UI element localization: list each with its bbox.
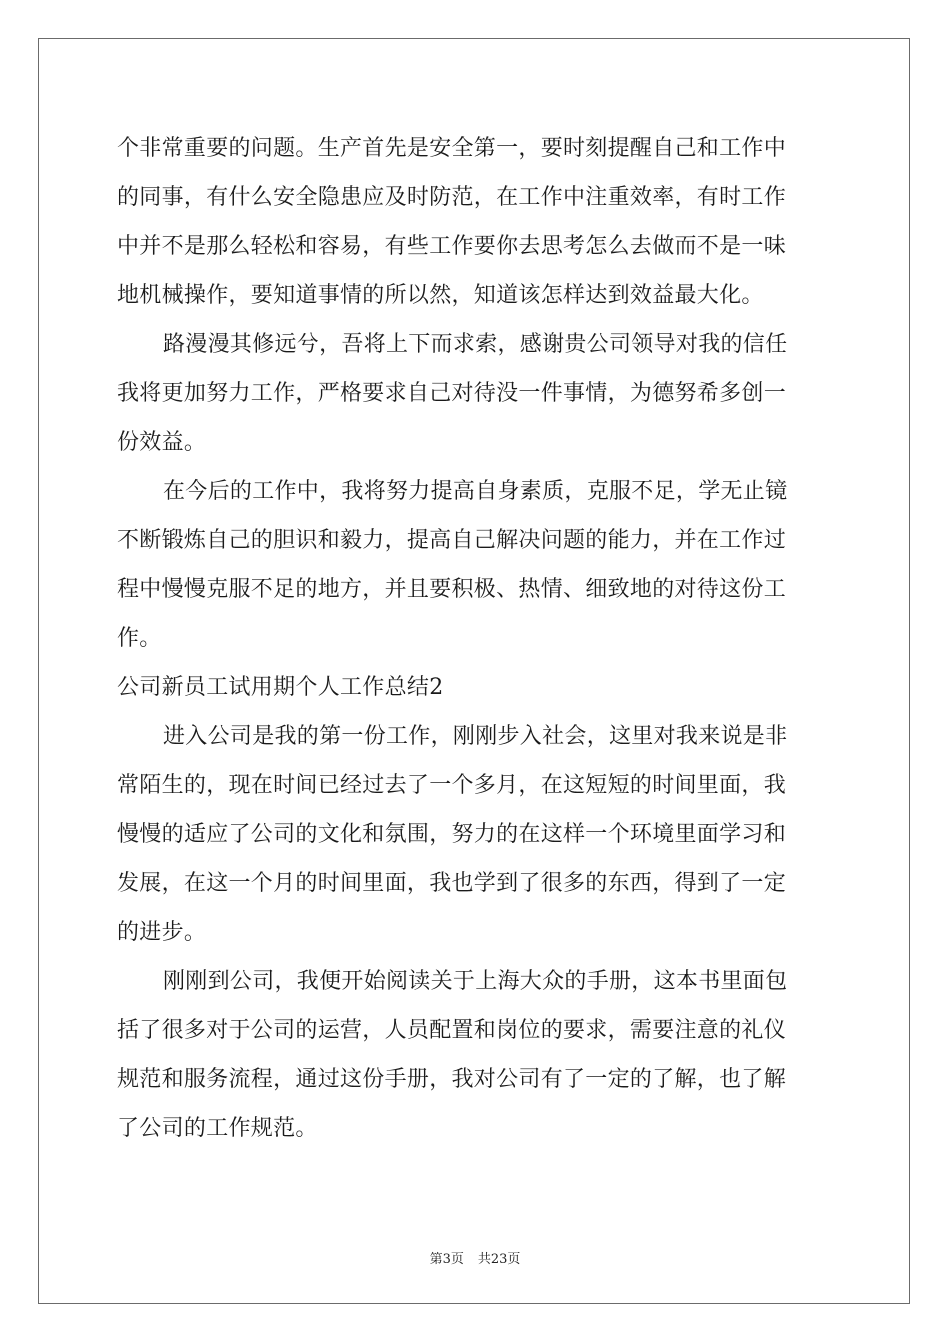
- text-line: 在今后的工作中，我将努力提高自身素质，克服不足，学无止镜: [163, 479, 788, 504]
- text-line: 作。: [117, 626, 162, 651]
- text-line: 份效益。: [117, 430, 207, 455]
- text-line: 地机械操作，要知道事情的所以然，知道该怎样达到效益最大化。: [117, 283, 764, 308]
- text-line: 的同事，有什么安全隐患应及时防范，在工作中注重效率，有时工作: [117, 185, 787, 210]
- text-line: 程中慢慢克服不足的地方，并且要积极、热情、细致地的对待这份工: [117, 577, 787, 602]
- text-line: 我将更加努力工作，严格要求自己对待没一件事情，为德努希多创一: [117, 381, 787, 406]
- text-line: 常陌生的，现在时间已经过去了一个多月，在这短短的时间里面，我: [117, 773, 787, 798]
- text-line: 中并不是那么轻松和容易，有些工作要你去思考怎么去做而不是一味: [117, 234, 787, 259]
- text-line: 的进步。: [117, 920, 207, 945]
- text-line: 进入公司是我的第一份工作，刚刚步入社会，这里对我来说是非: [163, 724, 788, 749]
- text-line: 个非常重要的问题。生产首先是安全第一，要时刻提醒自己和工作中: [117, 136, 787, 161]
- page-footer: [0, 1248, 950, 1267]
- text-line: 刚刚到公司，我便开始阅读关于上海大众的手册，这本书里面包: [163, 969, 788, 994]
- text-line: 公司新员工试用期个人工作总结2: [117, 675, 444, 700]
- text-line: 括了很多对于公司的运营，人员配置和岗位的要求，需要注意的礼仪: [117, 1018, 787, 1043]
- document-body: [117, 124, 833, 1153]
- current-page-label: 第3页: [429, 1252, 464, 1267]
- text-line: 路漫漫其修远兮，吾将上下而求索，感谢贵公司领导对我的信任: [163, 332, 788, 357]
- text-line: 了公司的工作规范。: [117, 1116, 318, 1141]
- text-line: 不断锻炼自己的胆识和毅力，提高自己解决问题的能力，并在工作过: [117, 528, 787, 553]
- total-pages-label: 共23页: [477, 1252, 521, 1267]
- text-line: 发展，在这一个月的时间里面，我也学到了很多的东西，得到了一定: [117, 871, 787, 896]
- text-line: 慢慢的适应了公司的文化和氛围，努力的在这样一个环境里面学习和: [117, 822, 787, 847]
- text-line: 规范和服务流程，通过这份手册，我对公司有了一定的了解，也了解: [117, 1067, 787, 1092]
